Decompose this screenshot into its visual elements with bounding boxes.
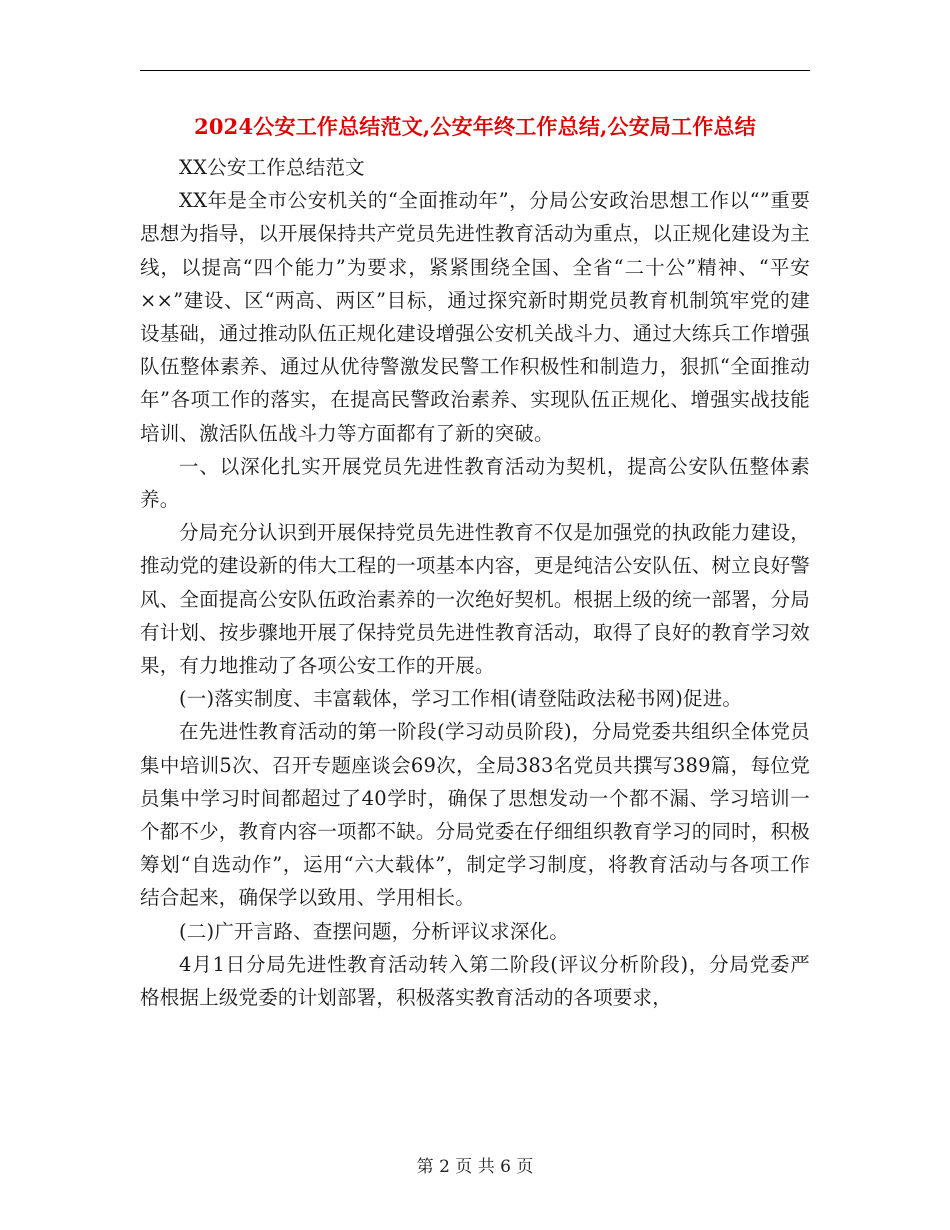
subsection-heading: (二)广开言路、查摆问题，分析评议求深化。 [179, 919, 569, 943]
paragraph: 4月1日分局先进性教育活动转入第二阶段(评议分析阶段)，分局党委严格根据上级党委的计划部署，积极落实教育活动的各项要求， [140, 952, 810, 1010]
paragraph-subtitle: XX公安工作总结范文 [179, 156, 365, 179]
paragraph: 分局充分认识到开展保持党员先进性教育不仅是加强党的执政能力建设，推动党的建设新的伟大工程的一项基本内容，更是纯洁公安队伍、树立良好警风、全面提高公安队伍政治素养的一次绝好契机。根据上级的统一部署，分局有计划、按步骤地开展了保持党员先进性教育活动，取得了良好的教育学习效果，有力地推动了各项公安工作的开展。 [140, 521, 810, 678]
document-title: 2024公安工作总结范文,公安年终工作总结,公安局工作总结 [194, 114, 756, 139]
document-body [140, 151, 810, 1014]
section-heading: 一、以深化扎实开展党员先进性教育活动为契机，提高公安队伍整体素养。 [140, 454, 810, 512]
subsection-heading: (一)落实制度、丰富载体，学习工作相(请登陆政法秘书网)促进。 [179, 687, 743, 711]
paragraph: XX年是全市公安机关的“全面推动年”，分局公安政治思想工作以“”重要思想为指导，以开展保持共产党员先进性教育活动为重点，以正规化建设为主线，以提高“四个能力”为要求，紧紧围绕全国、全省“二十公”精神、“平安××”建设、区“两高、两区”目标，通过探究新时期党员教育机制筑牢党的建设基础，通过推动队伍正规化建设增强公安机关战斗力、通过大练兵工作增强队伍整体素养、通过从优待警激发民警工作积极性和制造力，狠抓“全面推动年”各项工作的落实，在提高民警政治素养、实现队伍正规化、增强实战技能培训、激活队伍战斗力等方面都有了新的突破。 [140, 189, 810, 445]
header-rule [140, 70, 810, 71]
page-footer: 第 2 页 共 6 页 [416, 1157, 534, 1177]
paragraph: 在先进性教育活动的第一阶段(学习动员阶段)，分局党委共组织全体党员集中培训5次、召开专题座谈会69次，全局383名党员共撰写389篇，每位党员集中学习时间都超过了40学时，确保了思想发动一个都不漏、学习培训一个都不少，教育内容一项都不缺。分局党委在仔细组织教育学习的同时，积极筹划“自选动作”，运用“六大载体”，制定学习制度，将教育活动与各项工作结合起来，确保学以致用、学用相长。 [140, 720, 810, 910]
